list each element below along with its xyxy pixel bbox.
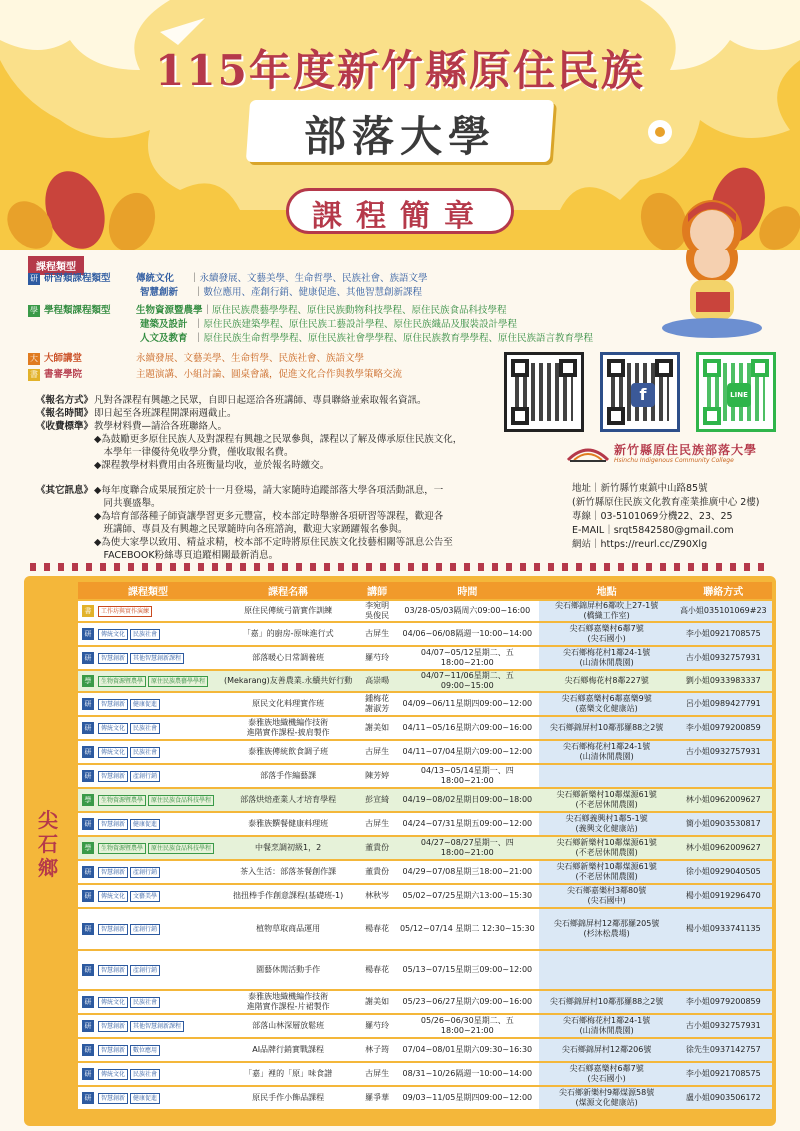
category-name: 書審學院 — [44, 369, 83, 380]
instructor: 彭宣綺 — [358, 789, 396, 811]
course-contact[interactable]: 高小姐035101069#23 — [675, 601, 772, 621]
region-label: 尖石鄉 — [38, 808, 58, 880]
course-contact[interactable]: 簡小姐0903530817 — [675, 813, 772, 835]
table-row — [78, 813, 772, 835]
course-tag: 民族社會 — [130, 997, 160, 1008]
contact-address-note: (新竹縣原住民族文化教育產業推廣中心 2樓) — [572, 497, 760, 508]
course-location: 尖石鄉錦屏村12鄰那羅205號 (杉沐松農場) — [539, 909, 675, 949]
course-tag: 文藝美學 — [130, 891, 160, 902]
course-name: 部落烘焙產業人才培育學程 — [218, 789, 358, 811]
course-contact[interactable]: 盧小姐0903506172 — [675, 1087, 772, 1109]
course-tag: 生物資源暨農學 — [98, 843, 146, 854]
course-type-cell — [78, 741, 218, 763]
instructor: 董貴份 — [358, 837, 396, 859]
course-tag: 健康促進 — [130, 699, 160, 710]
subtitle: 部落大學 — [303, 112, 496, 161]
course-location: 尖石鄉梅花村1鄰24-1號 (山清休閒農園) — [539, 741, 675, 763]
course-type-cell — [78, 813, 218, 835]
course-tag: 傳統文化 — [98, 747, 128, 758]
course-contact[interactable]: 李小姐0921708575 — [675, 1063, 772, 1085]
website-qr-code[interactable] — [504, 352, 584, 432]
course-name: 泰雅族傳統飲食調子班 — [218, 741, 358, 763]
course-type-badge: 研 — [82, 722, 94, 734]
category-master-lecture — [28, 352, 364, 366]
course-name: 部落山林深層放鬆班 — [218, 1015, 358, 1037]
info-line: ◆課程教學材料費用由各班衡量均收，並於報名時繳交。 — [94, 460, 330, 471]
course-contact[interactable]: 古小姐0932757931 — [675, 647, 772, 669]
category-sub: 智慧創新 — [140, 287, 179, 298]
course-time: 08/31~10/26隔週一10:00~14:00 — [396, 1063, 539, 1085]
course-tag: 智慧創新 — [98, 653, 128, 664]
category-desc: 原住民族生命哲學學程、原住民族社會學學程、原住民族教育學學程、原住民族語言教育學程 — [203, 333, 594, 344]
instructor: 羅芍玲 — [358, 647, 396, 669]
instructor: 羅爭華 — [358, 1087, 396, 1109]
course-contact[interactable]: 徐先生0937142757 — [675, 1039, 772, 1061]
course-name: 部落手作編藝課 — [218, 765, 358, 787]
course-name: 泰雅族饌餐健康料理班 — [218, 813, 358, 835]
course-name: 泰雅族地織機編作技術 進階實作課程-披肩製作 — [218, 717, 358, 739]
table-row — [78, 765, 772, 787]
table-row — [78, 1015, 772, 1037]
course-type-badge: 研 — [82, 818, 94, 830]
course-type-cell — [78, 671, 218, 691]
instructor: 鍾梅花 謝淑芳 — [358, 693, 396, 715]
info-line: 《收費標準》教學材料費—請洽各班聯絡人。 — [36, 421, 228, 432]
course-name: 拙扭棒手作創意課程(基礎班-1) — [218, 885, 358, 907]
course-tag: 智慧創新 — [98, 867, 128, 878]
course-contact[interactable] — [675, 765, 772, 787]
category-sub: 生物資源暨農學 — [136, 305, 203, 316]
course-tag: 智慧創新 — [98, 924, 128, 935]
table-row — [78, 717, 772, 739]
course-type-badge: 學 — [82, 794, 94, 806]
table-row — [78, 601, 772, 621]
course-tag: 智慧創新 — [98, 1021, 128, 1032]
category-desc: 原住民族建築學程、原住民族工藝設計學程、原住民族織品及服裝設計學程 — [203, 319, 518, 330]
course-type-cell — [78, 765, 218, 787]
course-type-badge: 研 — [82, 1068, 94, 1080]
course-tag: 健康促進 — [130, 1093, 160, 1104]
org-name: 新竹縣原住民族部落大學 — [614, 443, 758, 457]
course-contact[interactable]: 古小姐0932757931 — [675, 1015, 772, 1037]
course-location: 尖石鄉梅花村1鄰24-1號 (山清休閒農園) — [539, 647, 675, 669]
course-location: 尖石鄉嘉樂村6鄰7號 (尖石國小) — [539, 623, 675, 645]
contact-website[interactable]: 網站｜https://reurl.cc/Z90Xlg — [572, 539, 708, 550]
course-type-badge: 研 — [82, 996, 94, 1008]
course-name: 中餐烹調初級1，2 — [218, 837, 358, 859]
course-tag: 智慧創新 — [98, 699, 128, 710]
course-type-cell — [78, 1039, 218, 1061]
table-header-row — [78, 582, 772, 599]
instructor: 林秋岑 — [358, 885, 396, 907]
facebook-icon: f — [631, 383, 655, 407]
course-contact[interactable]: 楊小姐0919296470 — [675, 885, 772, 907]
course-type-cell — [78, 861, 218, 883]
course-tag: 民族社會 — [130, 629, 160, 640]
course-type-cell — [78, 909, 218, 949]
review-badge: 書 — [30, 369, 38, 379]
course-location: 尖石鄉義興村1鄰5-1號 (義興文化健康站) — [539, 813, 675, 835]
course-contact[interactable]: 楊小姐0933741135 — [675, 909, 772, 949]
course-location: 尖石鄉錦屏村10鄰那羅88之2號 — [539, 717, 675, 739]
course-time: 04/09~06/11星期四09:00~12:00 — [396, 693, 539, 715]
program-badge: 學 — [30, 305, 38, 315]
course-time: 04/07~11/06星期二、五09:00~15:00 — [396, 671, 539, 691]
table-row — [78, 789, 772, 811]
course-location: 尖石鄉新樂村10鄰煤源61號 (不老居休閒農園) — [539, 789, 675, 811]
course-tag: 其他智慧創新課程 — [130, 1021, 184, 1032]
brochure-label: 課程簡章 — [312, 199, 488, 234]
course-contact[interactable]: 徐小姐0929040505 — [675, 861, 772, 883]
table-row — [78, 837, 772, 859]
course-contact[interactable]: 呂小姐0989427791 — [675, 693, 772, 715]
course-type-badge: 研 — [82, 923, 94, 935]
course-location: 尖石鄉嘉樂村6鄰嘉樂9號 (嘉樂文化健康站) — [539, 693, 675, 715]
course-location: 尖石鄉新樂村10鄰煤源61號 (不老居休閒農園) — [539, 861, 675, 883]
instructor: 楊春花 — [358, 909, 396, 949]
course-type-cell — [78, 693, 218, 715]
instructor: 謝美如 — [358, 717, 396, 739]
category-sub: 人文及教育 — [140, 333, 188, 344]
col-header: 聯絡方式 — [675, 582, 772, 599]
col-header: 講師 — [358, 582, 396, 599]
category-desc: 原住民族農藝學學程、原住民族動物科技學程、原住民族食品科技學程 — [212, 305, 507, 316]
course-time: 05/23~06/27星期六09:00~16:00 — [396, 991, 539, 1013]
org-logo-icon — [566, 438, 610, 464]
course-type-cell — [78, 951, 218, 989]
master-badge: 大 — [30, 353, 38, 363]
info-line: 班講師、專員及有興趣之民眾隨時向各班諮詢，歡迎大家踴躍報名參與。 — [94, 524, 408, 535]
course-contact[interactable] — [675, 951, 772, 989]
course-time: 09/03~11/05星期四09:00~12:00 — [396, 1087, 539, 1109]
table-row — [78, 885, 772, 907]
info-line: ◆為培育部落種子師資讓學習更多元豐富，校本部定時舉辦各項研習等課程，歡迎各 — [94, 511, 444, 522]
course-location: 尖石鄉新樂村10鄰煤源61號 (不老居休閒農園) — [539, 837, 675, 859]
course-type-cell — [78, 1087, 218, 1109]
course-contact[interactable]: 李小姐0921708575 — [675, 623, 772, 645]
course-type-badge: 研 — [82, 1092, 94, 1104]
course-tag: 產創行銷 — [130, 924, 160, 935]
instructor: 陳芳婷 — [358, 765, 396, 787]
instructor: 謝美如 — [358, 991, 396, 1013]
info-line: ◆為鼓勵更多原住民族人及對課程有興趣之民眾參與，課程以了解及傳承原住民族文化， — [94, 434, 463, 445]
category-sub: 建築及設計 — [140, 319, 188, 330]
contact-email[interactable]: E-MAIL｜srqt5842580@gmail.com — [572, 525, 734, 536]
info-line: 《報名時間》即日起至各班課程開課兩週截止。 — [36, 408, 237, 419]
course-type-badge: 研 — [82, 628, 94, 640]
table-row — [78, 693, 772, 715]
research-badge: 研 — [30, 273, 38, 283]
course-location: 尖石鄉錦屏村12鄰206號 — [539, 1039, 675, 1061]
course-type-badge: 學 — [82, 842, 94, 854]
course-name: 原民文化料理實作班 — [218, 693, 358, 715]
course-time: 05/13~07/15星期三09:00~12:00 — [396, 951, 539, 989]
course-tag: 原住民族食品科技學程 — [148, 843, 214, 854]
course-tag: 傳統文化 — [98, 891, 128, 902]
contact-phone[interactable]: 專線｜03-5101069分機22、23、25 — [572, 511, 733, 522]
table-row — [78, 623, 772, 645]
course-type-cell — [78, 717, 218, 739]
instructor: 古屏生 — [358, 741, 396, 763]
course-time: 04/13~05/14星期一、四18:00~21:00 — [396, 765, 539, 787]
course-tag: 民族社會 — [130, 747, 160, 758]
course-tag: 數位應用 — [130, 1045, 160, 1056]
course-type-cell — [78, 991, 218, 1013]
course-name: 原民手作小飾品課程 — [218, 1087, 358, 1109]
course-tag: 產創行銷 — [130, 867, 160, 878]
instructor: 林子筠 — [358, 1039, 396, 1061]
course-contact[interactable]: 李小姐0979200859 — [675, 717, 772, 739]
course-contact[interactable]: 古小姐0932757931 — [675, 741, 772, 763]
course-tag: 生物資源暨農學 — [98, 676, 146, 687]
course-tag: 工作坊與實作演練 — [98, 606, 152, 617]
course-location: 尖石鄉錦屏村6鄰吹上27-1號 (橋織工作室) — [539, 601, 675, 621]
course-time: 03/28-05/03隔周六09:00~16:00 — [396, 601, 539, 621]
course-time: 07/04~08/01星期六09:30~16:30 — [396, 1039, 539, 1061]
course-type-badge: 研 — [82, 652, 94, 664]
col-header: 時間 — [396, 582, 539, 599]
org-name-en: Hsinchu Indigenous Community College — [614, 457, 734, 464]
info-line: ◆為使大家學以致用、精益求精，校本部不定時將原住民族文化技藝相關等訊息公告至 — [94, 537, 453, 548]
course-tag: 智慧創新 — [98, 1093, 128, 1104]
table-row — [78, 861, 772, 883]
category-desc: 數位應用、產創行銷、健康促進、其他智慧創新課程 — [203, 287, 423, 298]
facebook-qr-code[interactable] — [600, 352, 680, 432]
category-name: 大師講堂 — [44, 353, 83, 364]
course-type-badge: 研 — [82, 698, 94, 710]
category-name: 學程類課程類型 — [44, 305, 111, 316]
main-title: 115年度新竹縣原住民族 — [155, 46, 645, 95]
course-tag: 健康促進 — [130, 819, 160, 830]
category-program: 學 學程類課程類型 生物資源暨農學｜原住民族農藝學學程、原住民族動物科技學程、原住民族食品科技學程 建築及設計 ｜原住民族建築學程、原住民族工藝設計學程、原住民族織品及服裝設計學程 人文及教育 ｜原住民族生命哲學學程、原住民族社會學學程、原住民族教育學學程、原住民族語言教育學程 — [30, 305, 594, 344]
instructor: 古屏生 — [358, 623, 396, 645]
info-line: 同共襄盛舉。 — [94, 498, 161, 509]
course-location: 尖石鄉梅花村8鄰227號 — [539, 671, 675, 691]
course-name: 茶入生活：部落茶餐創作課 — [218, 861, 358, 883]
course-tag: 傳統文化 — [98, 1069, 128, 1080]
course-type-badge: 研 — [82, 746, 94, 758]
col-header: 地點 — [539, 582, 675, 599]
line-icon: LINE — [727, 383, 751, 407]
course-contact[interactable]: 劉小姐0933983337 — [675, 671, 772, 691]
course-type-badge: 學 — [82, 675, 94, 687]
course-time: 04/29~07/08星期三18:00~21:00 — [396, 861, 539, 883]
instructor: 楊春花 — [358, 951, 396, 989]
col-header: 課程類型 — [78, 582, 218, 599]
contact-address: 地址｜新竹縣竹東鎮中山路85號 — [572, 483, 708, 494]
instructor: 董貴份 — [358, 861, 396, 883]
course-contact[interactable]: 李小姐0979200859 — [675, 991, 772, 1013]
course-name: 泰雅族地織機編作技術 進階實作課程-片裙製作 — [218, 991, 358, 1013]
course-tag: 智慧創新 — [98, 819, 128, 830]
course-location: 尖石鄉錦屏村10鄰那羅88之2號 — [539, 991, 675, 1013]
course-name: 園藝休閒活動手作 — [218, 951, 358, 989]
course-tag: 智慧創新 — [98, 965, 128, 976]
instructor: 李宛明 吳俊民 — [358, 601, 396, 621]
course-tag: 民族社會 — [130, 1069, 160, 1080]
course-time: 04/27~08/27星期一、四18:00~21:00 — [396, 837, 539, 859]
table-row — [78, 647, 772, 669]
course-tag: 傳統文化 — [98, 629, 128, 640]
course-tag: 智慧創新 — [98, 771, 128, 782]
instructor: 高崇暘 — [358, 671, 396, 691]
table-row — [78, 741, 772, 763]
course-type-badge: 研 — [82, 1020, 94, 1032]
reading-girl-illustration — [660, 250, 780, 340]
course-time: 04/11~07/04星期六09:00~12:00 — [396, 741, 539, 763]
category-desc: 主題演講、小組討論、圓桌會議，促進文化合作與教學策略交流 — [136, 369, 403, 380]
category-review-academy — [28, 368, 402, 382]
category-sub: 傳統文化 — [136, 273, 175, 284]
course-table — [78, 580, 772, 1111]
table-row — [78, 671, 772, 691]
col-header: 課程名稱 — [218, 582, 358, 599]
registration-info — [36, 394, 506, 562]
course-type-cell — [78, 1015, 218, 1037]
info-line: FACEBOOK粉絲專頁追蹤相關最新消息。 — [94, 550, 279, 561]
course-tag: 產創行銷 — [130, 771, 160, 782]
instructor: 古屏生 — [358, 813, 396, 835]
category-type-tag: 課程類型 — [28, 256, 84, 275]
course-location: 尖石鄉新樂村9鄰煤源58號 (煤源文化健康站) — [539, 1087, 675, 1109]
table-row — [78, 991, 772, 1013]
category-name: 研習類課程類型 — [44, 273, 111, 284]
course-type-cell — [78, 623, 218, 645]
course-location — [539, 951, 675, 989]
table-row — [78, 1063, 772, 1085]
course-type-cell — [78, 647, 218, 669]
table-row — [78, 1039, 772, 1061]
course-type-cell — [78, 1063, 218, 1085]
category-desc: 永續發展、文藝美學、生命哲學、民族社會、族語文學 — [136, 353, 365, 364]
course-type-badge: 研 — [82, 964, 94, 976]
course-name: 「嘉」裡的「原」味食譜 — [218, 1063, 358, 1085]
course-type-cell — [78, 885, 218, 907]
course-tag: 民族社會 — [130, 723, 160, 734]
category-research: 研 研習類課程類型 傳統文化 ｜永續發展、文藝美學、生命哲學、民族社會、族語文學 智慧創新 ｜數位應用、產創行銷、健康促進、其他智慧創新課程 — [30, 273, 428, 298]
course-type-cell — [78, 601, 218, 621]
category-desc: 永續發展、文藝美學、生命哲學、民族社會、族語文學 — [199, 273, 428, 284]
course-time: 04/11~05/16星期六09:00~16:00 — [396, 717, 539, 739]
course-type-badge: 研 — [82, 890, 94, 902]
course-type-cell — [78, 837, 218, 859]
course-tag: 傳統文化 — [98, 997, 128, 1008]
course-time: 04/06~06/08隔週一10:00~14:00 — [396, 623, 539, 645]
course-tag: 智慧創新 — [98, 1045, 128, 1056]
course-location — [539, 765, 675, 787]
info-line: 《報名方式》凡對各課程有興趣之民眾，自即日起逕洽各班講師、專員聯絡並索取報名資訊。 — [36, 395, 427, 406]
course-time: 05/02~07/25星期六13:00~15:30 — [396, 885, 539, 907]
info-line: 《其它訊息》◆每年度聯合成果展預定於十一月登場，請大家隨時追蹤部落大學各項活動訊息，一 — [36, 485, 444, 496]
course-location: 尖石鄉梅花村1鄰24-1號 (山清休閒農園) — [539, 1015, 675, 1037]
course-name: 「嘉」的廚房-原味進行式 — [218, 623, 358, 645]
course-contact[interactable]: 林小姐0962009627 — [675, 789, 772, 811]
decorative-divider — [30, 563, 770, 571]
course-location: 尖石鄉嘉樂村6鄰7號 (尖石國小) — [539, 1063, 675, 1085]
course-type-badge: 書 — [82, 605, 94, 617]
instructor: 羅芍玲 — [358, 1015, 396, 1037]
course-tag: 傳統文化 — [98, 723, 128, 734]
table-row — [78, 1087, 772, 1109]
course-type-badge: 研 — [82, 866, 94, 878]
course-contact[interactable]: 林小姐0962009627 — [675, 837, 772, 859]
course-location: 尖石鄉嘉樂村3鄰80號 (尖石國中) — [539, 885, 675, 907]
instructor: 古屏生 — [358, 1063, 396, 1085]
course-tag: 生物資源暨農學 — [98, 795, 146, 806]
course-tag: 產創行銷 — [130, 965, 160, 976]
course-name: 原住民傳統弓箭實作訓練 — [218, 601, 358, 621]
course-time: 05/12~07/14 星期二 12:30~15:30 — [396, 909, 539, 949]
course-type-cell — [78, 789, 218, 811]
course-tag: 原住民族食品科技學程 — [148, 795, 214, 806]
course-time: 04/07~05/12星期二、五18:00~21:00 — [396, 647, 539, 669]
course-tag: 原住民族農藝學學程 — [148, 676, 208, 687]
course-tag: 其他智慧創新課程 — [130, 653, 184, 664]
course-name: AI品牌行銷實戰課程 — [218, 1039, 358, 1061]
info-line: 本學年一律優待免收學分費，僅收取報名費。 — [94, 447, 294, 458]
course-type-badge: 研 — [82, 1044, 94, 1056]
course-time: 05/26~06/30星期二、五18:00~21:00 — [396, 1015, 539, 1037]
course-type-badge: 研 — [82, 770, 94, 782]
course-time: 04/24~07/31星期五09:00~12:00 — [396, 813, 539, 835]
table-row — [78, 909, 772, 949]
course-name: (Mekarang)友善農業.永續共好行動 — [218, 671, 358, 691]
course-time: 04/19~08/02星期日09:00~18:00 — [396, 789, 539, 811]
course-name: 植物草取商品運用 — [218, 909, 358, 949]
line-qr-code[interactable] — [696, 352, 776, 432]
course-name: 部落暖心日常調養班 — [218, 647, 358, 669]
table-row — [78, 951, 772, 989]
